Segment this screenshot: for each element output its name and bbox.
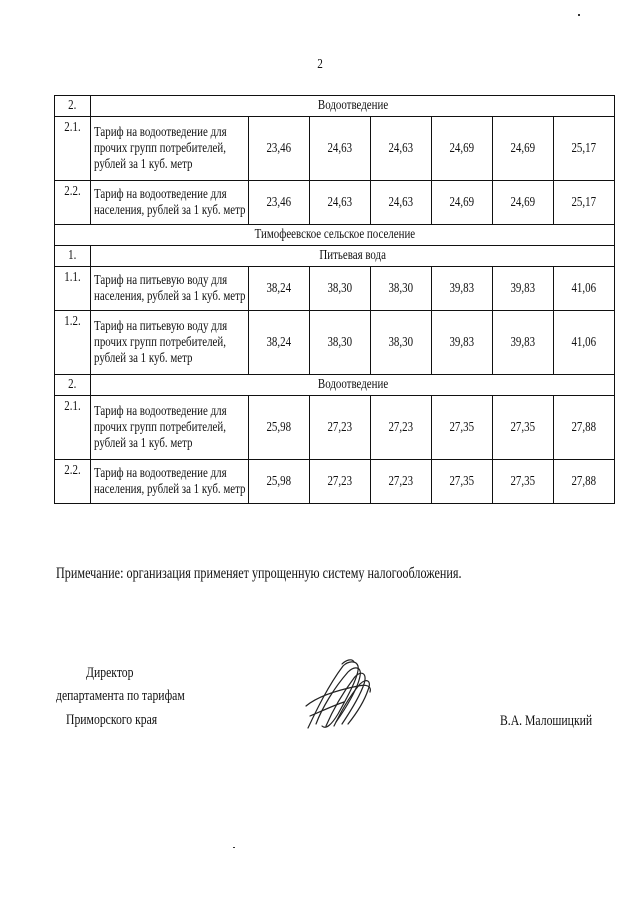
tariff-value-cell [554, 117, 615, 181]
row-index [55, 267, 91, 311]
tariff-value-cell [249, 396, 310, 460]
tariff-value: 27,35 [449, 419, 475, 435]
tariff-row [55, 267, 615, 311]
section-row [55, 96, 615, 117]
tariff-value: 27,23 [388, 473, 414, 489]
tariff-value: 25,17 [571, 140, 597, 156]
tariff-table [54, 95, 615, 504]
description-line: прочих групп потребителей, [94, 140, 226, 156]
tariff-value: 24,69 [510, 194, 536, 210]
tariff-value: 24,63 [327, 140, 353, 156]
description-line: рублей за 1 куб. метр [94, 156, 193, 172]
tariff-value: 24,69 [510, 140, 536, 156]
tariff-value-cell [371, 396, 432, 460]
description-line: Тариф на питьевую воду для [94, 272, 228, 288]
tariff-description [91, 311, 249, 375]
tariff-value-cell [554, 311, 615, 375]
handwritten-signature [298, 656, 378, 736]
tariff-description [91, 181, 249, 225]
tariff-value: 23,46 [266, 194, 292, 210]
tariff-description [91, 396, 249, 460]
tariff-value-cell [493, 267, 554, 311]
locality-title [55, 225, 615, 246]
tariff-value: 39,83 [449, 334, 475, 350]
description-line: рублей за 1 куб. метр [94, 350, 193, 366]
row-index-text: 2.2. [64, 184, 81, 199]
tariff-value-cell [371, 460, 432, 504]
section-index-text: 2. [68, 98, 77, 113]
tariff-description [91, 117, 249, 181]
row-index [55, 181, 91, 225]
tariff-value: 38,24 [266, 334, 292, 350]
section-index [55, 96, 91, 117]
tariff-description [91, 460, 249, 504]
section-index [55, 246, 91, 267]
tariff-value-cell [310, 181, 371, 225]
description-line: Тариф на питьевую воду для [94, 318, 228, 334]
tariff-description [91, 267, 249, 311]
tariff-value: 38,30 [327, 334, 353, 350]
tax-note: Примечание: организация применяет упрощенную систему налогообложения. [56, 565, 462, 582]
locality-row [55, 225, 615, 246]
section-row [55, 375, 615, 396]
tariff-value-cell [493, 396, 554, 460]
tariff-value: 24,63 [388, 140, 414, 156]
row-index [55, 396, 91, 460]
description-line: прочих групп потребителей, [94, 334, 226, 350]
tariff-value-cell [493, 117, 554, 181]
tariff-value: 38,30 [388, 334, 414, 350]
section-title [91, 246, 615, 267]
signer-title-line-1: Директор [86, 665, 134, 681]
description-line: Тариф на водоотведение для [94, 403, 227, 419]
tariff-value: 39,83 [510, 280, 536, 296]
tariff-value: 41,06 [571, 334, 597, 350]
tariff-value-cell [432, 117, 493, 181]
description-line: рублей за 1 куб. метр [94, 435, 193, 451]
tariff-value-cell [371, 181, 432, 225]
tariff-value: 24,69 [449, 194, 475, 210]
tariff-value-cell [493, 311, 554, 375]
section-index [55, 375, 91, 396]
row-index-text: 1.2. [64, 314, 81, 329]
tariff-value-cell [310, 396, 371, 460]
tariff-value: 27,35 [510, 419, 536, 435]
tariff-value: 39,83 [449, 280, 475, 296]
tariff-row [55, 396, 615, 460]
row-index-text: 2.2. [64, 463, 81, 478]
tariff-value-cell [554, 267, 615, 311]
row-index [55, 460, 91, 504]
section-index-text: 1. [68, 248, 77, 263]
tariff-value: 27,88 [571, 419, 597, 435]
section-title [91, 375, 615, 396]
tariff-value: 27,35 [510, 473, 536, 489]
section-index-text: 2. [68, 377, 77, 392]
description-line: населения, рублей за 1 куб. метр [94, 481, 246, 497]
section-title-text: Водоотведение [317, 98, 388, 113]
tariff-value: 23,46 [266, 140, 292, 156]
locality-title-text: Тимофеевское сельское поселение [254, 227, 415, 242]
tariff-value-cell [432, 396, 493, 460]
tariff-value-cell [432, 460, 493, 504]
signer-title-line-2: департамента по тарифам [56, 688, 185, 704]
section-title-text: Водоотведение [317, 377, 388, 392]
tariff-row [55, 181, 615, 225]
tariff-value-cell [371, 117, 432, 181]
tariff-value: 27,88 [571, 473, 597, 489]
tariff-value: 38,24 [266, 280, 292, 296]
tariff-value: 27,23 [327, 473, 353, 489]
tariff-row [55, 311, 615, 375]
tariff-value-cell [554, 460, 615, 504]
description-line: Тариф на водоотведение для [94, 124, 227, 140]
tariff-value: 41,06 [571, 280, 597, 296]
tariff-value-cell [249, 267, 310, 311]
tariff-value-cell [554, 181, 615, 225]
section-row [55, 246, 615, 267]
row-index [55, 311, 91, 375]
description-line: населения, рублей за 1 куб. метр [94, 288, 246, 304]
tariff-value: 27,35 [449, 473, 475, 489]
page-number: 2 [317, 57, 323, 72]
tariff-value-cell [310, 267, 371, 311]
row-index-text: 2.1. [64, 399, 81, 414]
row-index [55, 117, 91, 181]
tariff-value-cell [432, 311, 493, 375]
tariff-value: 27,23 [388, 419, 414, 435]
tariff-value-cell [249, 460, 310, 504]
tariff-value-cell [493, 460, 554, 504]
description-line: населения, рублей за 1 куб. метр [94, 202, 246, 218]
tariff-value: 27,23 [327, 419, 353, 435]
tariff-value-cell [310, 460, 371, 504]
tariff-value-cell [554, 396, 615, 460]
description-line: Тариф на водоотведение для [94, 465, 227, 481]
tariff-value: 24,63 [327, 194, 353, 210]
row-index-text: 1.1. [64, 270, 81, 285]
description-line: Тариф на водоотведение для [94, 186, 227, 202]
tariff-value: 25,98 [266, 473, 292, 489]
tariff-value-cell [432, 181, 493, 225]
tariff-value-cell [493, 181, 554, 225]
tariff-value-cell [371, 311, 432, 375]
tariff-value: 25,98 [266, 419, 292, 435]
tariff-value-cell [249, 311, 310, 375]
tariff-value-cell [249, 181, 310, 225]
signer-title-line-3: Приморского края [66, 712, 158, 728]
tariff-row [55, 460, 615, 504]
tariff-value: 24,69 [449, 140, 475, 156]
scan-speck [233, 847, 235, 848]
tariff-value: 38,30 [388, 280, 414, 296]
tariff-value: 24,63 [388, 194, 414, 210]
signer-name: В.А. Малошицкий [500, 713, 593, 729]
tariff-value-cell [371, 267, 432, 311]
tariff-value-cell [249, 117, 310, 181]
description-line: прочих групп потребителей, [94, 419, 226, 435]
tariff-row [55, 117, 615, 181]
tariff-value: 38,30 [327, 280, 353, 296]
scan-speck [578, 14, 580, 16]
section-title [91, 96, 615, 117]
tariff-value-cell [310, 117, 371, 181]
tariff-value-cell [432, 267, 493, 311]
tariff-value-cell [310, 311, 371, 375]
tariff-value: 25,17 [571, 194, 597, 210]
section-title-text: Питьевая вода [319, 248, 386, 263]
tariff-value: 39,83 [510, 334, 536, 350]
row-index-text: 2.1. [64, 120, 81, 135]
